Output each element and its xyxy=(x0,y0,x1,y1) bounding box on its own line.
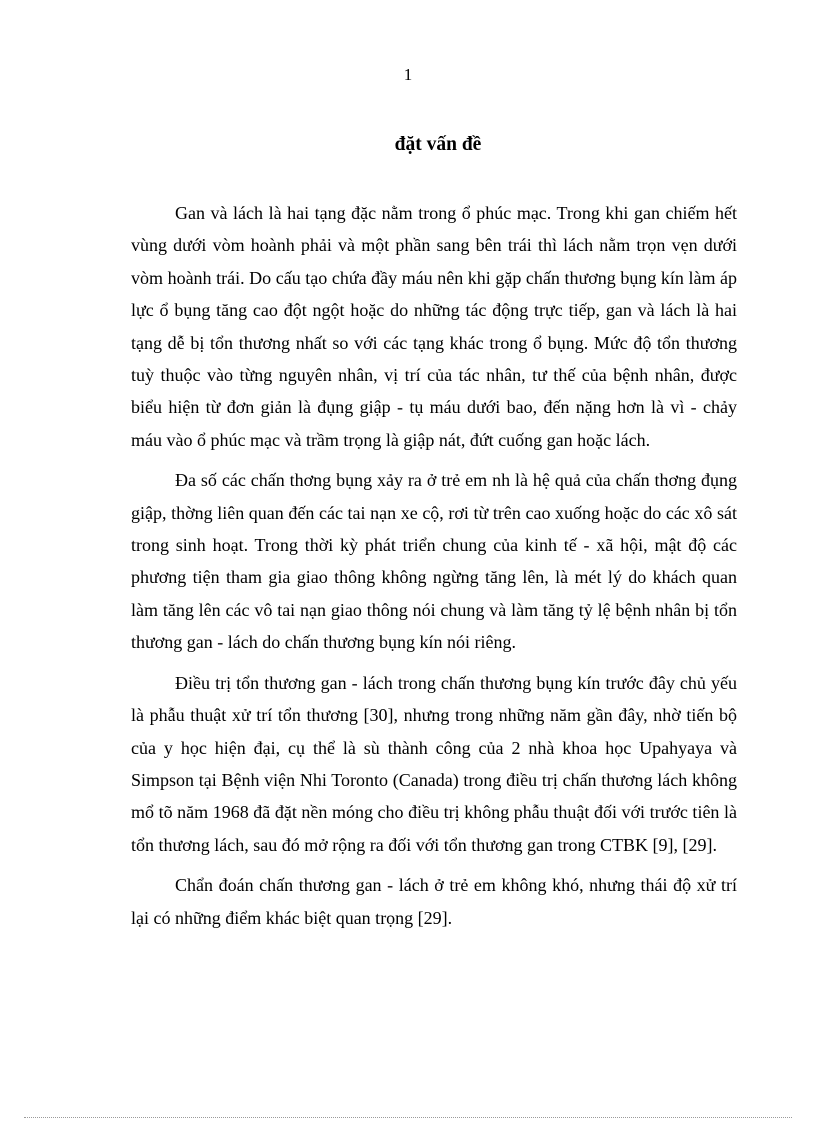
page-footer-divider xyxy=(24,1117,792,1118)
paragraph-treatment-history: Điều trị tổn thương gan - lách trong chấn thương bụng kín trước đây chủ yếu là phẫu thuật xử trí tổn thương [30], nhưng trong những năm gần đây, nhờ tiến bộ của y học hiện đại, cụ thể là sù thành công của 2 nhà khoa học Upahyaya và Simpson tại Bệnh viện Nhi Toronto (Canada) trong điều trị chấn thương lách không mổ tõ năm 1968 đã đặt nền móng cho điều trị không phẫu thuật đối với trước tiên là tổn thương lách, sau đó mở rộng ra đối với tổn thương gan trong CTBK [9], [29]. xyxy=(131,672,737,855)
document-body xyxy=(131,197,737,942)
paragraph-diagnosis: Chẩn đoán chấn thương gan - lách ở trẻ em không khó, nhưng thái độ xử trí lại có những điểm khác biệt quan trọng [29]. xyxy=(131,875,737,928)
paragraph-liver-spleen-anatomy: Gan và lách là hai tạng đặc nằm trong ổ phúc mạc. Trong khi gan chiếm hết vùng dưới vòm hoành phải và một phần sang bên trái thì lách nằm trọn vẹn dưới vòm hoành trái. Do cấu tạo chứa đầy máu nên khi gặp chấn thương bụng kín làm áp lực ổ bụng tăng cao đột ngột hoặc do những tác động trực tiếp, gan và lách là hai tạng dễ bị tổn thương nhất so với các tạng khác trong ổ bụng. Mức độ tổn thương tuỳ thuộc vào từng nguyên nhân, vị trí của tác nhân, tư thế của bệnh nhân, được biểu hiện từ đơn giản là đụng giập - tụ máu dưới bao, đến nặng hơn là vì - chảy máu vào ổ phúc mạc và trầm trọng là giập nát, đứt cuống gan hoặc lách. xyxy=(131,203,737,450)
page-number: 1 xyxy=(403,65,413,84)
page-title: đặt vấn đề xyxy=(394,134,482,155)
paragraph-trauma-causes: Đa số các chấn thơng bụng xảy ra ở trẻ em nh là hệ quả của chấn thơng đụng giập, thờng liên quan đến các tai nạn xe cộ, rơi từ trên cao xuống hoặc do các xô sát trong sinh hoạt. Trong thời kỳ phát triển chung của kinh tế - xã hội, mật độ các phương tiện tham gia giao thông không ngừng tăng lên, là mét lý do khách quan làm tăng lên các vô tai nạn giao thông nói chung và làm tăng tỷ lệ bệnh nhân bị tổn thương gan - lách do chấn thương bụng kín nói riêng. xyxy=(131,470,737,653)
